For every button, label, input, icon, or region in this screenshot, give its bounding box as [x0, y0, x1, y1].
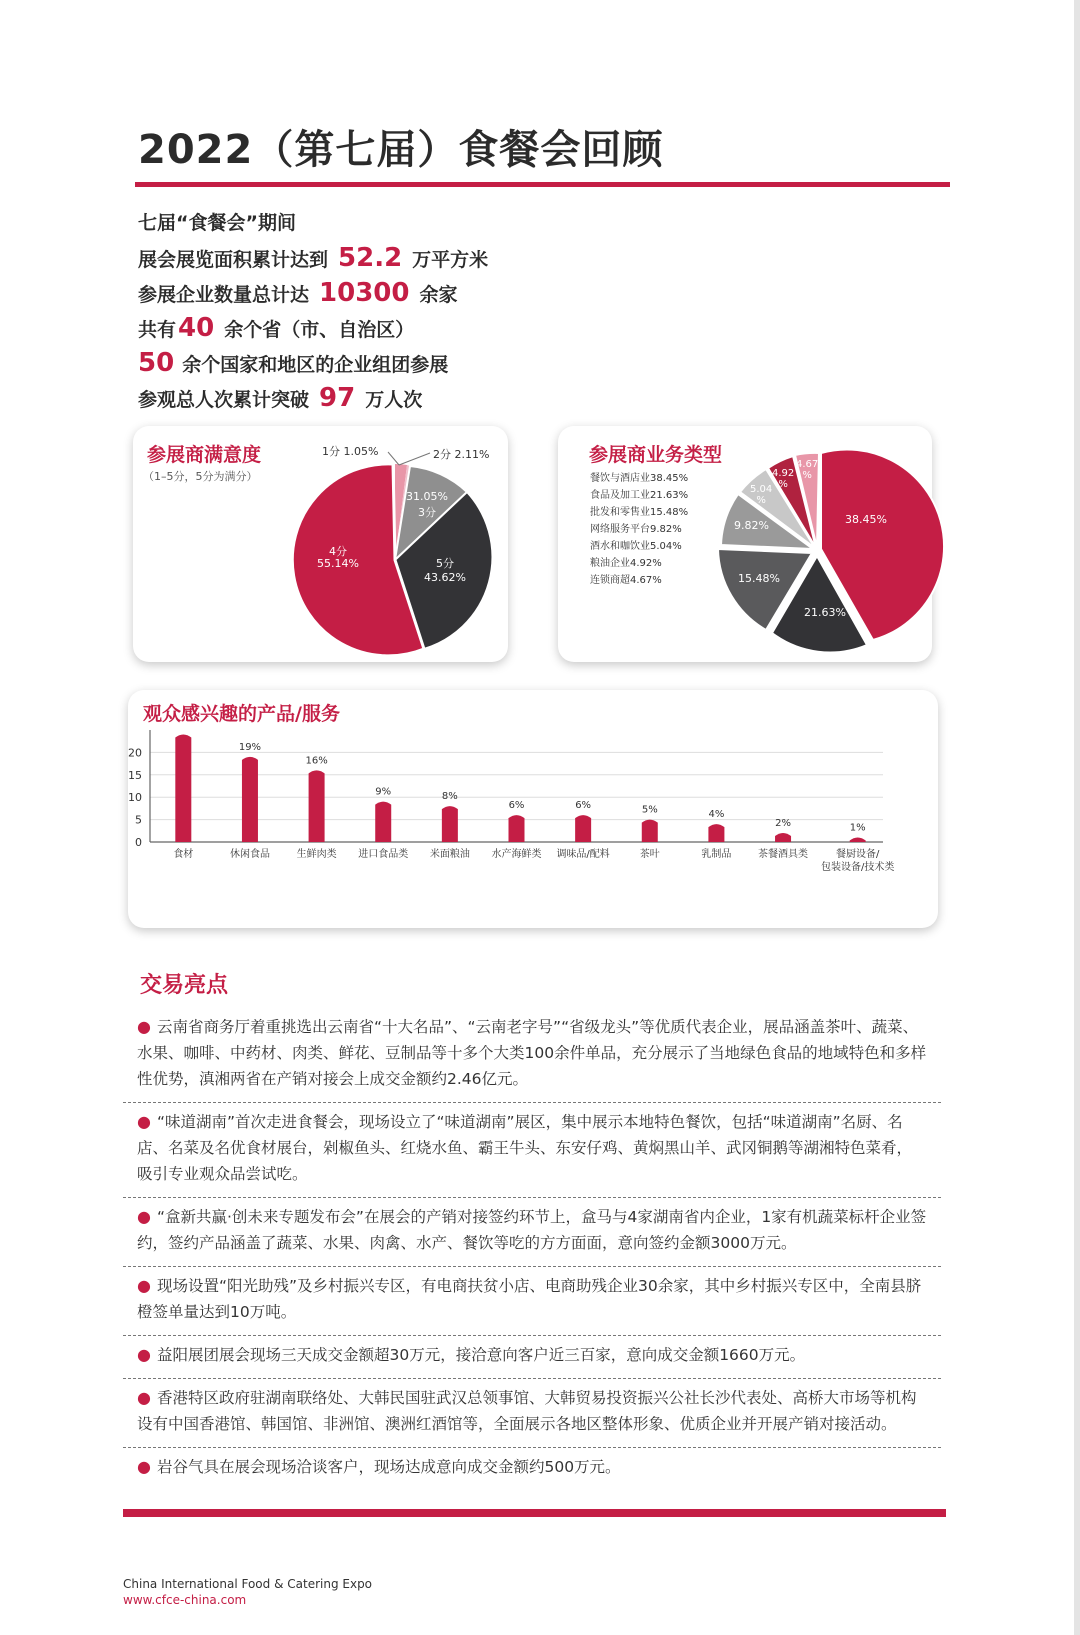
- bar-value-label: 6%: [508, 800, 525, 812]
- bar-value-label: 1%: [849, 822, 866, 834]
- y-tick-label: 5: [135, 813, 142, 827]
- bar-value-label: 5%: [641, 804, 658, 816]
- label-3-points-pct: 31.05%: [406, 490, 448, 503]
- bar-chart: [128, 730, 938, 920]
- bullet-icon: ●: [137, 1345, 151, 1364]
- bullet-icon: ●: [137, 1112, 151, 1131]
- stat-text: 七届“食餐会”期间: [138, 212, 296, 234]
- legend-item: 批发和零售业15.48%: [590, 507, 689, 518]
- trade-title: 交易亮点: [140, 973, 229, 998]
- label-4-points: 4分: [329, 545, 347, 558]
- trade-item: [123, 1198, 941, 1267]
- trade-text: “盒新共赢·创未来专题发布会”在展会的产销对接签约环节上，盒马与4家湖南省内企业，1家有机蔬菜标杆企业签约，签约产品涵盖了蔬菜、水果、肉禽、水产、餐饮等吃的方方面面，意向签约金额3000万元。: [137, 1208, 927, 1252]
- trade-text: 岩谷气具在展会现场洽谈客户，现场达成意向成交金额约500万元。: [156, 1458, 621, 1476]
- footer-url: www.cfce-china.com: [123, 1593, 247, 1607]
- bar-value-label: 4%: [708, 809, 725, 821]
- x-tick-label: 水产海鲜类: [491, 849, 542, 860]
- stat-number: 50: [138, 348, 175, 378]
- bar: [175, 734, 191, 842]
- label-4-points-pct: 55.14%: [317, 557, 359, 570]
- x-tick-label: 茶叶: [639, 849, 660, 860]
- bar: [509, 815, 525, 842]
- legend-item: 食品及加工业21.63%: [590, 490, 689, 501]
- stat-text: 余个省（市、自治区）: [224, 319, 415, 341]
- legend-item: 餐饮与酒店业38.45%: [590, 473, 689, 484]
- bar-value-label: 2%: [775, 818, 791, 830]
- trade-item: [123, 1008, 941, 1103]
- stat-number: 10300: [319, 278, 410, 308]
- trade-item: [123, 1379, 941, 1448]
- bullet-icon: ●: [137, 1017, 151, 1036]
- bar-value-label: 8%: [441, 791, 458, 803]
- x-tick-label: 餐厨设备/: [835, 849, 880, 860]
- y-tick-label: 10: [128, 791, 142, 805]
- bar-value-label: 16%: [305, 755, 328, 767]
- bottom-divider: [123, 1509, 946, 1517]
- bar-value-label: 19%: [238, 741, 262, 753]
- stat-number: 52.2: [338, 243, 403, 273]
- x-tick-label: 茶餐酒具类: [758, 849, 809, 860]
- footer-expo-name: China International Food & Catering Expo: [123, 1577, 373, 1591]
- legend-item: 粮油企业4.92%: [590, 558, 662, 569]
- trade-text: 云南省商务厅着重挑选出云南省“十大名品”、“云南老字号”“省级龙头”等优质代表企业，展品涵盖茶叶、蔬菜、水果、咖啡、中药材、肉类、鲜花、豆制品等十多个大类100余件单品，充分展示了当地绿色食品的地域特色和多样性优势，滇湘两省在产销对接会上成交金额约2.46亿元。: [137, 1018, 927, 1088]
- stat-number: 40: [178, 313, 215, 343]
- x-tick-label: 休闲食品: [229, 849, 270, 860]
- stat-text: 余家: [419, 284, 458, 306]
- bar: [575, 815, 591, 842]
- satisfaction-title: 参展商满意度: [147, 444, 262, 466]
- chart-title: 观众感兴趣的产品/服务: [143, 703, 340, 725]
- label-5-points: 5分: [436, 557, 454, 570]
- y-tick-label: 15: [128, 768, 142, 782]
- y-tick-label: 0: [135, 836, 142, 849]
- label-online: 9.82%: [734, 519, 769, 532]
- satisfaction-subtitle: （1–5分，5分为满分）: [143, 470, 258, 483]
- stat-text: 参展企业数量总计达: [138, 284, 310, 306]
- label-2-points: 2分 2.11%: [433, 448, 490, 461]
- label-wholesale: 15.48%: [738, 572, 780, 585]
- x-tick-label: 调味品/配料: [556, 849, 610, 860]
- bar-value-label: 9%: [375, 786, 392, 798]
- trade-item: [123, 1336, 941, 1379]
- stat-text: 万人次: [365, 389, 423, 411]
- bullet-icon: ●: [137, 1457, 151, 1476]
- label-catering: 38.45%: [845, 513, 887, 526]
- label-food-processing: 21.63%: [804, 606, 846, 619]
- label-supermarket: 4.67 %: [796, 459, 819, 481]
- stat-text: 参观总人次累计突破: [138, 389, 310, 411]
- trade-item: [123, 1267, 941, 1336]
- label-1-point: 1分 1.05%: [322, 445, 379, 458]
- bar: [708, 824, 724, 842]
- bullet-icon: ●: [137, 1388, 151, 1407]
- stat-text: 共有: [138, 319, 177, 341]
- trade-text: “味道湖南”首次走进食餐会，现场设立了“味道湖南”展区，集中展示本地特色餐饮，包括“味道湖南”名厨、名店、名菜及名优食材展台，剁椒鱼头、红烧水鱼、霸王牛头、东安仔鸡、黄焖黑山羊、武冈铜鹅等湖湘特色菜肴，吸引专业观众品尝试吃。: [137, 1113, 913, 1183]
- trade-item: [123, 1448, 941, 1490]
- label-grain-oil: 4.92 %: [772, 468, 795, 490]
- x-tick-label: 生鲜肉类: [296, 849, 337, 860]
- x-tick-label: 进口食品类: [358, 849, 409, 860]
- label-3-points: 3分: [418, 506, 436, 519]
- business-legend: [590, 470, 688, 589]
- leader-line-2: [399, 453, 430, 465]
- trade-text: 香港特区政府驻湖南联络处、大韩民国驻武汉总领事馆、大韩贸易投资振兴公社长沙代表处、高桥大市场等机构设有中国香港馆、韩国馆、非洲馆、澳洲红酒馆等，全面展示各地区整体形象、优质企业并开展产销对接活动。: [137, 1389, 917, 1433]
- bar: [242, 757, 258, 842]
- stat-text: 万平方米: [412, 249, 489, 271]
- trade-item: [123, 1103, 941, 1198]
- stat-text: 展会展览面积累计达到: [138, 249, 329, 271]
- bar-value-label: 6%: [575, 800, 592, 812]
- page-title: 2022（第七届）食餐会回顾: [138, 127, 664, 173]
- label-beverage: 5.04 %: [750, 484, 773, 506]
- y-tick-label: 20: [128, 746, 142, 760]
- x-tick-label: 乳制品: [701, 849, 732, 860]
- stat-text: 余个国家和地区的企业组团参展: [182, 354, 449, 376]
- x-tick-label: 食材: [173, 849, 194, 860]
- legend-item: 酒水和咖饮业5.04%: [590, 541, 682, 552]
- bar: [375, 802, 391, 842]
- x-tick-label: 米面粮油: [429, 849, 470, 860]
- bar: [309, 770, 325, 842]
- label-5-points-pct: 43.62%: [424, 571, 466, 584]
- bullet-icon: ●: [137, 1207, 151, 1226]
- legend-item: 网络服务平台9.82%: [590, 524, 682, 535]
- bar: [850, 838, 866, 842]
- stat-number: 97: [319, 383, 356, 413]
- x-tick-label: 包装设备/技术类: [820, 862, 895, 873]
- bar: [775, 833, 791, 842]
- bar: [442, 806, 458, 842]
- trade-text: 现场设置“阳光助残”及乡村振兴专区，有电商扶贫小店、电商助残企业30余家，其中乡村振兴专区中，全南县脐橙签单量达到10万吨。: [137, 1277, 922, 1321]
- business-title: 参展商业务类型: [589, 444, 723, 466]
- bar: [642, 820, 658, 842]
- bullet-icon: ●: [137, 1276, 151, 1295]
- trade-list: [123, 1008, 941, 1490]
- legend-item: 连锁商超4.67%: [590, 575, 662, 586]
- trade-text: 益阳展团展会现场三天成交金额超30万元，接洽意向客户近三百家，意向成交金额1660万元。: [156, 1346, 806, 1364]
